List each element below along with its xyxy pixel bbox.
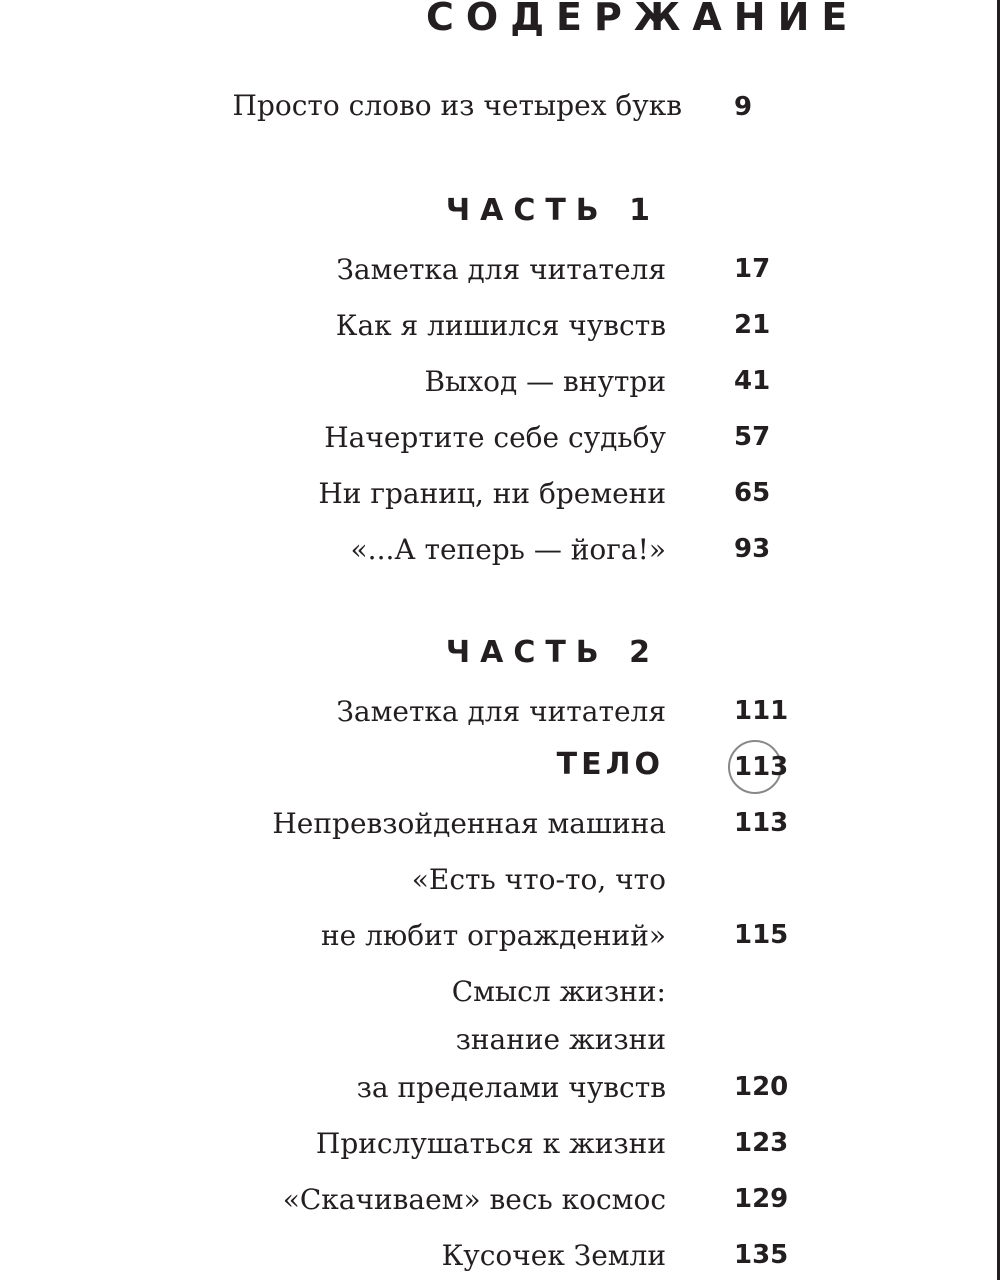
toc-entry-text: Как я лишился чувств bbox=[335, 309, 666, 342]
toc-entry-text: Ни границ, ни бремени bbox=[318, 477, 666, 510]
section-page: 113 bbox=[734, 752, 789, 782]
toc-entry-text: «...А теперь — йога!» bbox=[350, 533, 666, 566]
part2-heading: ЧАСТЬ 2 bbox=[445, 635, 660, 670]
toc-entry-intro-page: 9 bbox=[734, 92, 753, 122]
section-title: ТЕЛО bbox=[556, 747, 664, 782]
toc-entry-page: 111 bbox=[734, 696, 789, 726]
toc-entry-text-line: знание жизни bbox=[455, 1023, 666, 1056]
toc-entry-text: «Скачиваем» весь космос bbox=[282, 1183, 666, 1216]
toc-entry-page: 65 bbox=[734, 478, 771, 508]
toc-entry-text: Кусочек Земли bbox=[441, 1239, 666, 1272]
toc-entry-text: Непревзойденная машина bbox=[272, 807, 666, 840]
toc-entry-page: 123 bbox=[734, 1128, 789, 1158]
toc-entry-page: 129 bbox=[734, 1184, 789, 1214]
page-title: СОДЕРЖАНИЕ bbox=[426, 0, 860, 39]
toc-entry-text-line: Смысл жизни: bbox=[451, 975, 666, 1008]
toc-entry-text: Начертите себе судьбу bbox=[324, 421, 666, 454]
toc-entry-text: Заметка для читателя bbox=[336, 695, 666, 728]
toc-entry-page: 17 bbox=[734, 254, 771, 284]
toc-entry-page: 41 bbox=[734, 366, 771, 396]
toc-entry-intro-text: Просто слово из четырех букв bbox=[232, 89, 682, 122]
toc-entry-page: 115 bbox=[734, 920, 789, 950]
toc-entry-page: 120 bbox=[734, 1072, 789, 1102]
toc-entry-page: 57 bbox=[734, 422, 771, 452]
toc-entry-text: Выход — внутри bbox=[424, 365, 666, 398]
toc-entry-text-line: за пределами чувств bbox=[356, 1071, 666, 1104]
toc-entry-page: 21 bbox=[734, 310, 771, 340]
toc-entry-page: 93 bbox=[734, 534, 771, 564]
toc-entry-page: 135 bbox=[734, 1240, 789, 1270]
part1-heading: ЧАСТЬ 1 bbox=[445, 193, 660, 228]
toc-entry-text-line: «Есть что-то, что bbox=[411, 863, 666, 896]
toc-entry-text: Прислушаться к жизни bbox=[315, 1127, 666, 1160]
toc-entry-page: 113 bbox=[734, 808, 789, 838]
toc-entry-text-line: не любит ограждений» bbox=[320, 919, 666, 952]
toc-entry-text: Заметка для читателя bbox=[336, 253, 666, 286]
